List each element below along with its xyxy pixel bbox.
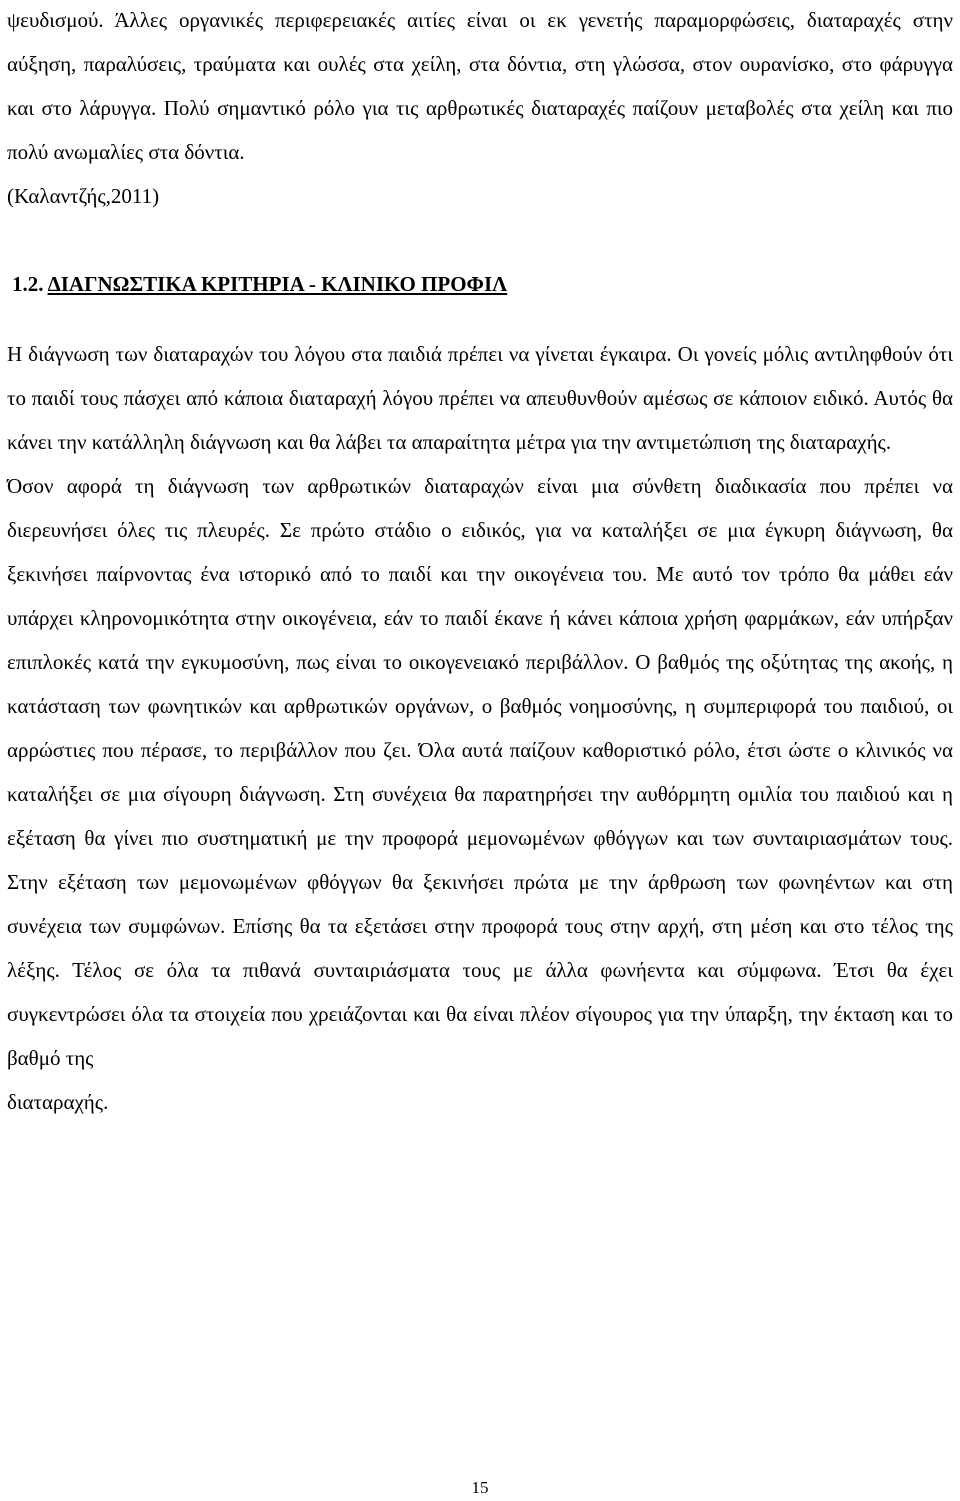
text-line: παίζουν καθοριστικό ρόλο, έτσι ώστε ο κλινικός να καταλήξει σε μια σίγουρη διάγνωση.: [7, 738, 954, 806]
text-line: γλώσσα, στον ουρανίσκο, στο φάρυγγα και στο λάρυγγα. Πολύ σημαντικό ρόλο για τις: [7, 52, 954, 120]
text-line: στην αρχή, στη μέση και στο τέλος της λέξης. Τέλος σε όλα τα πιθανά συνταιριάσματα: [7, 914, 953, 982]
text-line: απευθυνθούν αμέσως σε κάποιον ειδικό. Αυτός θα κάνει την κατάλληλη διάγνωση και θα: [7, 386, 954, 454]
citation: (Καλαντζής,2011): [7, 184, 160, 208]
text-line: φωνηέντων και στη συνέχεια των συμφώνων. Επίσης θα τα εξετάσει στην προφορά τους: [7, 870, 954, 938]
section-heading: [12, 267, 507, 301]
text-line: κατά την εγκυμοσύνη, πως είναι το οικογενειακό περιβάλλον. Ο βαθμός της οξύτητας της: [97, 650, 873, 674]
text-line: μόλις αντιληφθούν ότι το παιδί τους πάσχει από κάποια διαταραχή λόγου πρέπει να: [7, 342, 954, 410]
text-line: τους. Στην εξέταση των μεμονωμένων φθόγγων θα ξεκινήσει πρώτα με την άρθρωση των: [7, 826, 954, 894]
text-line: συμπεριφορά του παιδιού, οι αρρώστιες που πέρασε, το περιβάλλον που ζει. Όλα αυτά: [7, 694, 953, 762]
section-title: ΔΙΑΓΝΩΣΤΙΚΑ ΚΡΙΤΗΡΙΑ - ΚΛΙΝΙΚΟ ΠΡΟΦΙΛ: [47, 272, 508, 296]
text-line: Η διάγνωση των διαταραχών του λόγου στα παιδιά πρέπει να γίνεται έγκαιρα. Οι γονείς: [7, 342, 757, 366]
section-number: 1.2.: [12, 272, 44, 296]
text-line: Όσον αφορά τη διάγνωση των αρθρωτικών διαταραχών είναι μια σύνθετη διαδικασία: [7, 474, 807, 498]
text-line: διαταραχής.: [7, 1090, 109, 1114]
page-number: 15: [471, 1478, 489, 1497]
text-line: πιο συστηματική με την προφορά μεμονωμένων φθόγγων και των συνταιριασμάτων: [161, 826, 902, 850]
main-paragraph: [7, 332, 953, 1124]
text-line: τους με άλλα φωνήεντα και σύμφωνα. Έτσι θα έχει συγκεντρώσει όλα τα στοιχεία που: [7, 958, 954, 1026]
text-line: αρθρωτικές διαταραχές παίζουν μεταβολές στα χείλη και πιο πολύ ανωμαλίες στα δόντια.: [7, 96, 953, 164]
text-line: λάβει τα απαραίτητα μέτρα για την αντιμετώπιση της διαταραχής.: [335, 430, 892, 454]
text-line: που πρέπει να διερευνήσει όλες τις πλευρές. Σε πρώτο στάδιο ο ειδικός, για να καταλήξει: [7, 474, 953, 542]
intro-paragraph: [7, 0, 953, 218]
text-line: ακοής, η κατάσταση των φωνητικών και αρθρωτικών οργάνων, ο βαθμός νοημοσύνης, η: [7, 650, 954, 718]
text-line: ψευδισμού. Άλλες οργανικές περιφερειακές αιτίες είναι οι εκ γενετής παραμορφώσεις,: [7, 8, 796, 32]
text-line: οικογένεια, εάν το παιδί έκανε ή κάνει κάποια χρήση φαρμάκων, εάν υπήρξαν επιπλοκές: [7, 606, 953, 674]
text-line: Στη συνέχεια θα παρατηρήσει την αυθόρμητη ομιλία του παιδιού και η εξέταση θα γίνει: [7, 782, 953, 850]
text-line: σε μια έγκυρη διάγνωση, θα ξεκινήσει παίρνοντας ένα ιστορικό από το παιδί και την: [7, 518, 953, 586]
text-line: διαταραχές στην αύξηση, παραλύσεις, τραύματα και ουλές στα χείλη, στα δόντια, στη: [7, 8, 953, 76]
text-line: οικογένεια του. Με αυτό τον τρόπο θα μάθει εάν υπάρχει κληρονομικότητα στην: [7, 562, 954, 630]
text-line: χρειάζονται και θα είναι πλέον σίγουρος για την ύπαρξη, την έκταση και το βαθμό της: [7, 1002, 954, 1070]
